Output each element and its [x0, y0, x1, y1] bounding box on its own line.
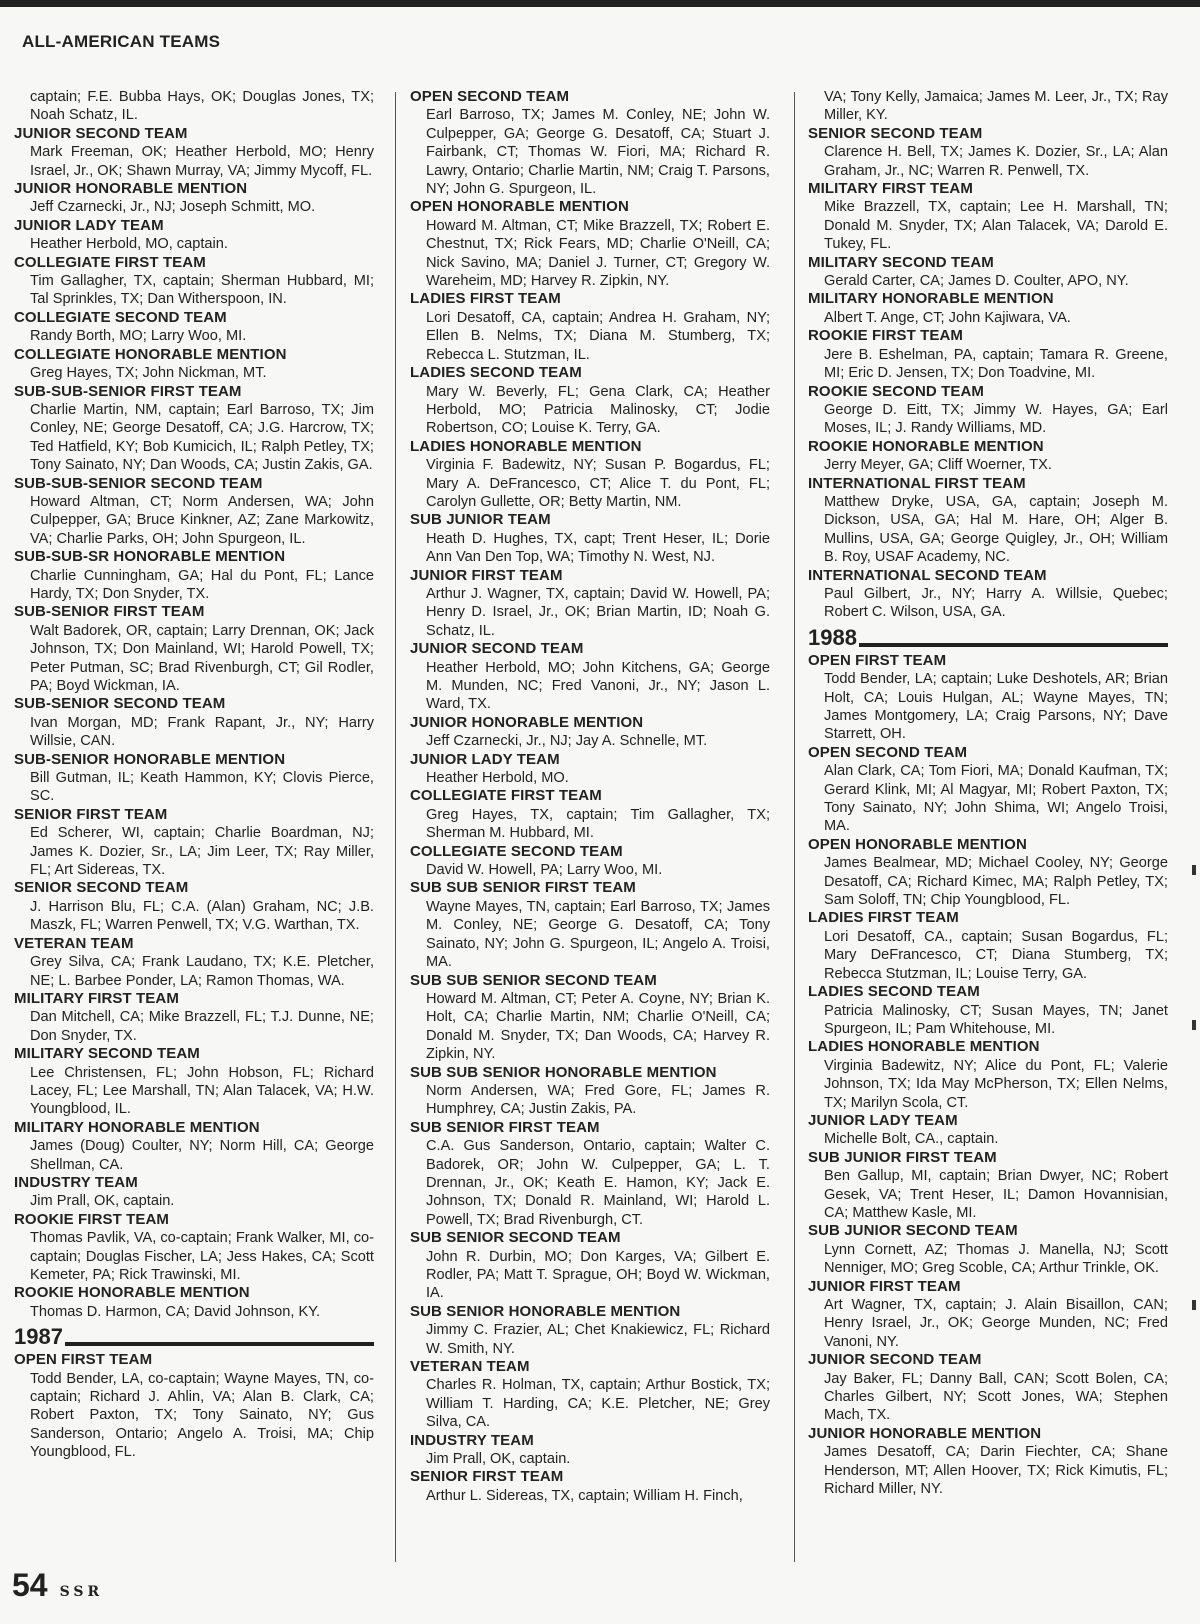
- team-heading: JUNIOR HONORABLE MENTION: [808, 1424, 1042, 1442]
- team-members: Grey Silva, CA; Frank Laudano, TX; K.E. Pletcher, NE; L. Barbee Ponder, LA; Ramon Thomas, WA.: [30, 954, 374, 989]
- team-members: J. Harrison Blu, FL; C.A. (Alan) Graham, NC; J.B. Maszk, FL; Warren Penwell, TX; V.G. Warthan, TX.: [30, 898, 374, 934]
- team-members: Jerry Meyer, GA; Cliff Woerner, TX.: [824, 457, 1052, 474]
- team-heading: SUB-SENIOR SECOND TEAM: [14, 695, 226, 713]
- team-members: Todd Bender, LA; captain; Luke Deshotels, AR; Brian Holt, CA; Louis Hulgan, AL; Wayne Mayes, TN; James Montgomery, LA; Craig Parsons, NY; Dave Starrett, OH.: [824, 671, 1168, 743]
- team-members: VA; Tony Kelly, Jamaica; James M. Leer, Jr., TX; Ray Miller, KY.: [824, 89, 1168, 124]
- team-members: Dan Mitchell, CA; Mike Brazzell, FL; T.J. Dunne, NE; Don Snyder, TX.: [30, 1009, 374, 1044]
- team-members: Art Wagner, TX, captain; J. Alain Bisaillon, CAN; Henry Israel, Jr., OK; George Munden, NC; Fred Vanoni, NY.: [824, 1297, 1168, 1350]
- team-heading: JUNIOR LADY TEAM: [14, 216, 164, 234]
- team-members: Howard Altman, CT; Norm Andersen, WA; John Culpepper, GA; Bruce Kinkner, AZ; Zane Markowitz, VA; Charlie Parks, OH; John Spurgeon, IL.: [30, 493, 374, 547]
- year-label: 1988: [808, 624, 857, 650]
- team-members: Greg Hayes, TX, captain; Tim Gallagher, TX; Sherman M. Hubbard, MI.: [426, 806, 770, 842]
- team-members: Jay Baker, FL; Danny Ball, CAN; Scott Bolen, CA; Charles Gilbert, NY; Scott Jones, WA; Stephen Mach, TX.: [824, 1370, 1168, 1424]
- team-heading: SUB JUNIOR SECOND TEAM: [808, 1222, 1018, 1240]
- team-members: James Bealmear, MD; Michael Cooley, NY; George Desatoff, CA; Richard Kimec, MA; Ralph Petley, TX; Sam Soloff, TN; Chip Youngblood, FL.: [824, 855, 1168, 909]
- team-heading: SUB SENIOR SECOND TEAM: [410, 1229, 621, 1247]
- team-heading: SENIOR FIRST TEAM: [410, 1468, 564, 1486]
- scan-speck: [1192, 1300, 1196, 1310]
- team-members: Walt Badorek, OR, captain; Larry Drennan, OK; Jack Johnson, TX; Don Mainland, WI; Harold Powell, TX; Peter Putman, SC; Brad Rivenburgh, CT; Gil Rodler, PA; Boyd Wickman, IA.: [30, 622, 374, 694]
- team-members: Ben Gallup, MI, captain; Brian Dwyer, NC; Robert Gesek, VA; Trent Heser, IL; Damon Hovannisian, CA; Matthew Kasle, MI.: [824, 1168, 1168, 1221]
- team-heading: SUB-SUB-SENIOR FIRST TEAM: [14, 382, 242, 400]
- team-heading: JUNIOR FIRST TEAM: [410, 566, 563, 584]
- team-members: Michelle Bolt, CA., captain.: [824, 1131, 999, 1148]
- team-heading: COLLEGIATE FIRST TEAM: [410, 787, 602, 805]
- team-members: Charlie Cunningham, GA; Hal du Pont, FL; Lance Hardy, TX; Don Snyder, TX.: [30, 567, 374, 602]
- team-heading: OPEN SECOND TEAM: [410, 88, 570, 105]
- team-heading: SUB SUB SENIOR HONORABLE MENTION: [410, 1063, 717, 1081]
- team-members: Heather Herbold, MO; John Kitchens, GA; George M. Munden, NC; Fred Vanoni, Jr., NY; Jason L. Ward, TX.: [426, 659, 770, 713]
- team-heading: ROOKIE FIRST TEAM: [808, 327, 964, 345]
- team-heading: VETERAN TEAM: [410, 1358, 530, 1376]
- team-heading: SUB-SUB-SENIOR SECOND TEAM: [14, 474, 263, 492]
- team-heading: JUNIOR LADY TEAM: [410, 750, 560, 768]
- team-heading: ROOKIE FIRST TEAM: [14, 1210, 170, 1228]
- team-members: David W. Howell, PA; Larry Woo, MI.: [426, 862, 663, 879]
- team-members: Patricia Malinosky, CT; Susan Mayes, TN; Janet Spurgeon, IL; Pam Whitehouse, MI.: [824, 1002, 1168, 1037]
- team-heading: ROOKIE SECOND TEAM: [808, 382, 984, 400]
- team-heading: SUB SENIOR FIRST TEAM: [410, 1118, 600, 1136]
- team-members: Heath D. Hughes, TX, capt; Trent Heser, IL; Dorie Ann Van Den Top, WA; Timothy N. West, NJ.: [426, 530, 770, 566]
- team-heading: SENIOR SECOND TEAM: [808, 124, 983, 142]
- team-heading: COLLEGIATE SECOND TEAM: [410, 842, 623, 860]
- team-heading: JUNIOR HONORABLE MENTION: [14, 180, 248, 198]
- page-number: 54: [12, 1567, 48, 1603]
- year-rule: [65, 1342, 374, 1346]
- team-heading: SUB-SUB-SR HONORABLE MENTION: [14, 548, 286, 566]
- team-members: Jeff Czarnecki, Jr., NJ; Jay A. Schnelle, MT.: [426, 733, 708, 750]
- team-heading: SUB-SENIOR HONORABLE MENTION: [14, 750, 286, 768]
- team-members: Jeff Czarnecki, Jr., NJ; Joseph Schmitt, MO.: [30, 199, 316, 216]
- team-members: Heather Herbold, MO, captain.: [30, 236, 228, 253]
- team-members: Mark Freeman, OK; Heather Herbold, MO; Henry Israel, Jr., OK; Shawn Murray, VA; Jimmy Mycoff, FL.: [30, 144, 374, 179]
- team-members: Matthew Dryke, USA, GA, captain; Joseph M. Dickson, USA, GA; Hal M. Hare, OH; Alger B. Mullins, USA, GA; George Quigley, Jr., OH; William B. Roy, USAF Academy, NC.: [824, 493, 1168, 566]
- team-members: Thomas D. Harmon, CA; David Johnson, KY.: [30, 1303, 321, 1320]
- top-rule: [0, 0, 1200, 7]
- team-members: Heather Herbold, MO.: [426, 770, 569, 787]
- team-members: James Desatoff, CA; Darin Fiechter, CA; Shane Henderson, MT; Allen Hoover, TX; Rick Kimutis, FL; Richard Miller, NY.: [824, 1444, 1168, 1498]
- page-title: ALL-AMERICAN TEAMS: [22, 32, 221, 51]
- team-heading: LADIES SECOND TEAM: [808, 983, 980, 1001]
- team-members: Jim Prall, OK, captain.: [426, 1451, 571, 1468]
- year-rule: [859, 643, 1168, 647]
- scan-speck: [1192, 1020, 1196, 1030]
- team-heading: JUNIOR FIRST TEAM: [808, 1277, 961, 1295]
- team-heading: SUB JUNIOR FIRST TEAM: [808, 1148, 997, 1166]
- column-divider: [395, 92, 396, 1562]
- team-members: Bill Gutman, IL; Keath Hammon, KY; Clovis Pierce, SC.: [30, 770, 374, 805]
- team-members: Lee Christensen, FL; John Hobson, FL; Richard Lacey, FL; Lee Marshall, TN; Alan Talacek, VA; H.W. Youngblood, IL.: [30, 1064, 374, 1118]
- team-heading: LADIES FIRST TEAM: [410, 290, 561, 308]
- team-heading: OPEN HONORABLE MENTION: [808, 835, 1027, 853]
- team-heading: JUNIOR LADY TEAM: [808, 1111, 958, 1129]
- team-heading: VETERAN TEAM: [14, 934, 134, 952]
- scan-speck: [1192, 865, 1196, 875]
- team-members: Greg Hayes, TX; John Nickman, MT.: [30, 365, 267, 382]
- team-members: Mike Brazzell, TX, captain; Lee H. Marshall, TN; Donald M. Snyder, TX; Alan Talacek, VA; Darold E. Tukey, FL.: [824, 199, 1168, 253]
- team-members: Alan Clark, CA; Tom Fiori, MA; Donald Kaufman, TX; Gerard Klink, MI; Al Magyar, MI; Robert Paxton, TX; Tony Sainato, NY; John Shima, WI; Angelo Troisi, MA.: [824, 763, 1168, 835]
- team-heading: SUB SUB SENIOR FIRST TEAM: [410, 879, 636, 897]
- team-heading: MILITARY HONORABLE MENTION: [808, 290, 1054, 308]
- team-members: George D. Eitt, TX; Jimmy W. Hayes, GA; Earl Moses, IL; J. Randy Williams, MD.: [824, 401, 1168, 437]
- column-1: [14, 88, 374, 1568]
- team-members: Ed Scherer, WI, captain; Charlie Boardman, NJ; James K. Dozier, Sr., LA; Jim Leer, TX; Ray Miller, FL; Art Sidereas, TX.: [30, 825, 374, 879]
- team-heading: MILITARY FIRST TEAM: [14, 989, 179, 1007]
- team-members: Virginia Badewitz, NY; Alice du Pont, FL; Valerie Johnson, TX; Ida May McPherson, TX; Ellen Nelms, TX; Marilyn Scola, CT.: [824, 1057, 1168, 1111]
- team-heading: MILITARY HONORABLE MENTION: [14, 1118, 260, 1136]
- team-heading: OPEN HONORABLE MENTION: [410, 198, 629, 216]
- team-members: Albert T. Ange, CT; John Kajiwara, VA.: [824, 309, 1071, 326]
- team-heading: OPEN SECOND TEAM: [808, 743, 968, 761]
- page-footer: [12, 1567, 103, 1604]
- team-heading: COLLEGIATE HONORABLE MENTION: [14, 345, 287, 363]
- team-heading: INTERNATIONAL FIRST TEAM: [808, 474, 1026, 492]
- team-members: Norm Andersen, WA; Fred Gore, FL; James R. Humphrey, CA; Justin Zakis, PA.: [426, 1082, 770, 1118]
- team-heading: SENIOR SECOND TEAM: [14, 879, 189, 897]
- team-members: Virginia F. Badewitz, NY; Susan P. Bogardus, FL; Mary A. DeFrancesco, CT; Alice T. du Pont, FL; Carolyn Gullette, OR; Betty Martin, NM.: [426, 457, 770, 510]
- team-members: captain; F.E. Bubba Hays, OK; Douglas Jones, TX; Noah Schatz, IL.: [30, 89, 374, 124]
- team-members: Ivan Morgan, MD; Frank Rapant, Jr., NY; Harry Willsie, CAN.: [30, 714, 374, 750]
- team-heading: OPEN FIRST TEAM: [14, 1351, 153, 1369]
- publication-name: SSR: [59, 1584, 104, 1600]
- team-heading: ROOKIE HONORABLE MENTION: [808, 437, 1044, 455]
- column-3: [808, 88, 1168, 1568]
- team-heading: ROOKIE HONORABLE MENTION: [14, 1284, 250, 1302]
- team-heading: SUB SUB SENIOR SECOND TEAM: [410, 971, 657, 989]
- year-heading: [14, 1325, 374, 1349]
- team-heading: INDUSTRY TEAM: [14, 1173, 138, 1191]
- column-divider: [794, 92, 795, 1562]
- team-members: Thomas Pavlik, VA, co-captain; Frank Walker, MI, co-captain; Douglas Fischer, LA; Jess Hakes, CA; Scott Kemeter, PA; Rick Trawinski, MI.: [30, 1230, 374, 1283]
- team-members: Lori Desatoff, CA., captain; Susan Bogardus, FL; Mary DeFrancesco, CT; Diana Stumberg, TX; Rebecca Stutzman, IL; Louise Terry, GA.: [824, 928, 1168, 982]
- team-heading: SUB-SENIOR FIRST TEAM: [14, 603, 205, 621]
- team-heading: LADIES SECOND TEAM: [410, 364, 582, 382]
- column-2: [410, 88, 770, 1568]
- team-members: Howard M. Altman, CT; Mike Brazzell, TX; Robert E. Chestnut, TX; Rick Fears, MD; Charlie O'Neill, CA; Nick Savino, MA; Daniel J. Turner, CT; Gregory W. Wareheim, MD; Harvey R. Zipkin, NY.: [426, 217, 770, 290]
- team-members: Tim Gallagher, TX, captain; Sherman Hubbard, MI; Tal Sprinkles, TX; Dan Witherspoon, IN.: [30, 273, 374, 308]
- team-heading: MILITARY SECOND TEAM: [808, 253, 994, 271]
- team-members: Mary W. Beverly, FL; Gena Clark, CA; Heather Herbold, MO; Patricia Malinosky, CT; Jodie Robertson, CO; Louise K. Terry, GA.: [426, 383, 770, 437]
- team-members: Arthur L. Sidereas, TX, captain; William H. Finch,: [426, 1487, 743, 1504]
- team-heading: JUNIOR SECOND TEAM: [808, 1351, 982, 1369]
- team-heading: COLLEGIATE FIRST TEAM: [14, 253, 206, 271]
- team-heading: COLLEGIATE SECOND TEAM: [14, 308, 227, 326]
- team-members: Lynn Cornett, AZ; Thomas J. Manella, NJ; Scott Nenniger, MO; Greg Scoble, CA; Arthur Trinkle, OK.: [824, 1241, 1168, 1277]
- team-members: Lori Desatoff, CA, captain; Andrea H. Graham, NY; Ellen B. Nelms, TX; Diana M. Stumberg, TX; Rebecca L. Stutzman, IL.: [426, 309, 770, 363]
- team-heading: LADIES HONORABLE MENTION: [410, 437, 642, 455]
- team-heading: OPEN FIRST TEAM: [808, 651, 947, 669]
- team-heading: JUNIOR HONORABLE MENTION: [410, 713, 644, 731]
- team-heading: LADIES FIRST TEAM: [808, 909, 959, 927]
- team-members: Charlie Martin, NM, captain; Earl Barroso, TX; Jim Conley, NE; George Desatoff, CA; J.G. Harcrow, TX; Ted Hatfield, KY; Bob Kumicich, IL; Ralph Petley, TX; Tony Sainato, NY; Dan Woods, CA; Justin Zakis, GA.: [30, 401, 374, 474]
- team-members: Paul Gilbert, Jr., NY; Harry A. Willsie, Quebec; Robert C. Wilson, USA, GA.: [824, 585, 1168, 621]
- team-members: Todd Bender, LA, co-captain; Wayne Mayes, TN, co-captain; Richard J. Ahlin, VA; Alan B. Clark, CA; Robert Paxton, TX; Tony Sainato, NY; Gus Sanderson, Ontario; Angelo A. Troisi, MA; Chip Youngblood, FL.: [30, 1370, 374, 1461]
- team-heading: SENIOR FIRST TEAM: [14, 805, 168, 823]
- team-heading: JUNIOR SECOND TEAM: [14, 124, 188, 142]
- team-members: Jim Prall, OK, captain.: [30, 1193, 175, 1210]
- team-members: C.A. Gus Sanderson, Ontario, captain; Walter C. Badorek, OR; John W. Culpepper, GA; L. T. Drennan, Jr., OK; Keath E. Hamon, KY; Jack E. Johnson, TX; Donald R. Mainland, WI; Harold L. Powell, TX; Brad Rivenburgh, CT.: [426, 1138, 770, 1228]
- team-members: Earl Barroso, TX; James M. Conley, NE; John W. Culpepper, GA; George G. Desatoff, CA; Stuart J. Fairbank, CT; Thomas W. Fiori, MA; Richard R. Lawry, Ontario; Charlie Martin, NM; Craig T. Parsons, NY; John G. Spurgeon, IL.: [426, 107, 770, 198]
- team-members: Howard M. Altman, CT; Peter A. Coyne, NY; Brian K. Holt, CA; Charlie Martin, NM; Charlie O'Neill, CA; Donald M. Snyder, TX; Dan Woods, CA; Harvey R. Zipkin, NY.: [426, 990, 770, 1063]
- team-members: Jere B. Eshelman, PA, captain; Tamara R. Greene, MI; Eric D. Jensen, TX; Don Toadvine, MI.: [824, 346, 1168, 382]
- team-members: Charles R. Holman, TX, captain; Arthur Bostick, TX; William T. Harding, CA; K.E. Pletcher, NE; Grey Silva, CA.: [426, 1377, 770, 1431]
- team-members: James (Doug) Coulter, NY; Norm Hill, CA; George Shellman, CA.: [30, 1138, 374, 1173]
- team-heading: LADIES HONORABLE MENTION: [808, 1038, 1040, 1056]
- team-heading: INTERNATIONAL SECOND TEAM: [808, 566, 1047, 584]
- team-members: Wayne Mayes, TN, captain; Earl Barroso, TX; James M. Conley, NE; George G. Desatoff, CA; Tony Sainato, NY; John G. Spurgeon, IL; Angelo A. Troisi, MA.: [426, 898, 770, 971]
- year-label: 1987: [14, 1324, 63, 1350]
- team-heading: MILITARY SECOND TEAM: [14, 1045, 200, 1063]
- team-heading: MILITARY FIRST TEAM: [808, 180, 973, 198]
- team-heading: JUNIOR SECOND TEAM: [410, 640, 584, 658]
- team-heading: SUB JUNIOR TEAM: [410, 511, 551, 529]
- team-members: Arthur J. Wagner, TX, captain; David W. Howell, PA; Henry D. Israel, Jr., OK; Brian Martin, ID; Noah G. Schatz, IL.: [426, 585, 770, 639]
- team-members: Gerald Carter, CA; James D. Coulter, APO, NY.: [824, 273, 1129, 290]
- team-members: Clarence H. Bell, TX; James K. Dozier, Sr., LA; Alan Graham, Jr., NC; Warren R. Penwell, TX.: [824, 144, 1168, 179]
- team-members: Jimmy C. Frazier, AL; Chet Knakiewicz, FL; Richard W. Smith, NY.: [426, 1322, 770, 1357]
- team-members: Randy Borth, MO; Larry Woo, MI.: [30, 328, 247, 345]
- team-heading: INDUSTRY TEAM: [410, 1431, 534, 1449]
- team-heading: SUB SENIOR HONORABLE MENTION: [410, 1302, 681, 1320]
- year-heading: [808, 626, 1168, 650]
- team-members: John R. Durbin, MO; Don Karges, VA; Gilbert E. Rodler, PA; Matt T. Sprague, OH; Boyd W. Wickman, IA.: [426, 1248, 770, 1302]
